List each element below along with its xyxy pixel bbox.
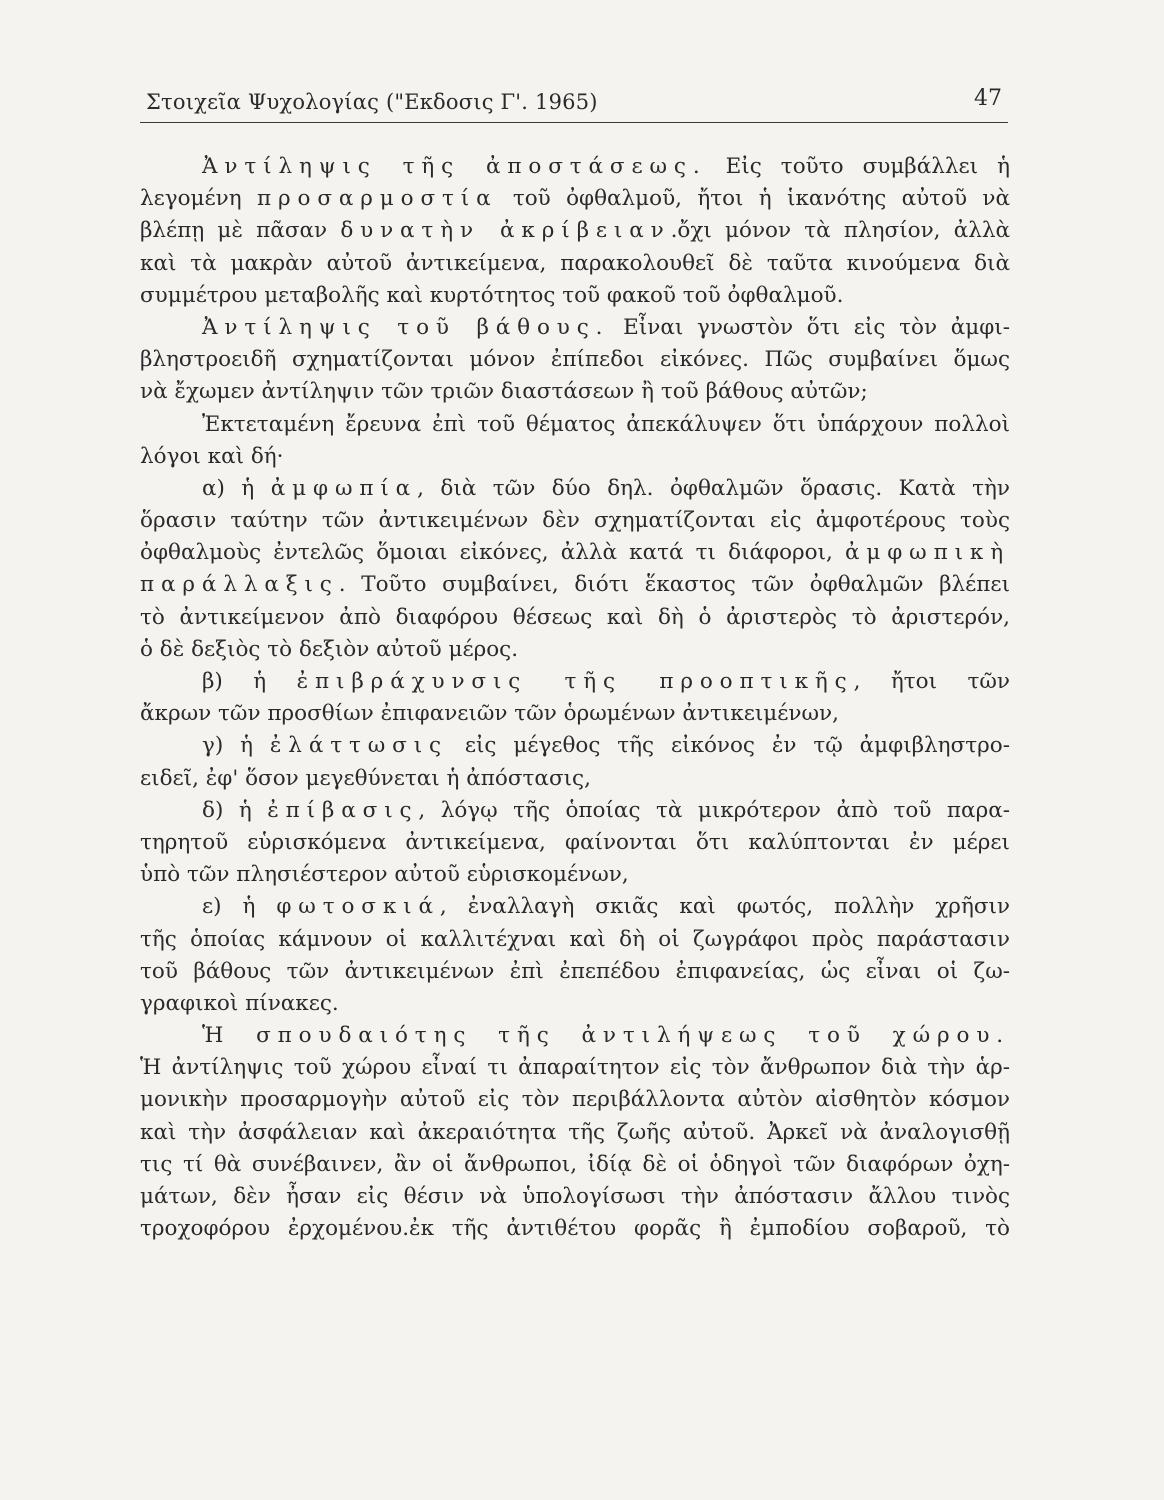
line-text: τροχοφόρου ἐρχομένου.ἐκ τῆς ἀντιθέτου φορᾶς ἢ ἐμποδίου σοβαροῦ, τὸ bbox=[140, 1216, 1010, 1242]
line-text: Εἰς τοῦτο συμβάλλει ἡ bbox=[706, 154, 1010, 179]
line-text: εἰς μέγεθος τῆς εἰκόνος ἐν τῷ ἀμφιβληστρο- bbox=[447, 733, 1010, 759]
line-text: καὶ τὰ μακρὰν αὐτοῦ ἀντικείμενα, παρακολουθεῖ δὲ ταῦτα κινούμενα διὰ bbox=[140, 250, 1010, 276]
text-line bbox=[140, 280, 1010, 312]
line-text: .ὄχι μόνον τὰ πλησίον, ἀλλὰ bbox=[670, 218, 1010, 244]
line-text: ὁ δὲ δεξιὸς τὸ δεξιὸν αὐτοῦ μέρος. bbox=[140, 636, 519, 662]
line-text: τηρητοῦ εὑρισκόμενα ἀντικείμενα, φαίνονται ὅτι καλύπτονται ἐν μέρει bbox=[140, 829, 1010, 855]
text-line bbox=[140, 698, 1010, 730]
text-line bbox=[140, 602, 1010, 634]
line-text: Ἐκτεταμένη ἔρευνα ἐπὶ τοῦ θέματος ἀπεκάλυψεν ὅτι ὑπάρχουν πολλοὶ bbox=[202, 411, 1010, 437]
line-text: ὑπὸ τῶν πλησιέστερον αὐτοῦ εὑρισκομένων, bbox=[140, 862, 629, 888]
spaced-emphasis: Ἀντίληψις τοῦ βάθους. bbox=[202, 314, 610, 340]
text-line bbox=[140, 151, 1010, 183]
line-text: ἄκρων τῶν προσθίων ἐπιφανειῶν τῶν ὁρωμένων ἀντικειμένων, bbox=[140, 701, 839, 727]
line-text: . Τοῦτο συμβαίνει, διότι ἕκαστος τῶν ὀφθαλμῶν βλέπει bbox=[338, 572, 1010, 598]
line-text: ὀφθαλμοὺς ἐντελῶς ὅμοιαι εἰκόνες, ἀλλὰ κατά τι διάφοροι, bbox=[140, 540, 845, 566]
line-text: βληστροειδῆ σχηματίζονται μόνον ἐπίπεδοι εἰκόνες. Πῶς συμβαίνει ὅμως bbox=[140, 347, 1010, 373]
text-line bbox=[140, 505, 1010, 537]
text-line bbox=[140, 859, 1010, 891]
text-line bbox=[140, 924, 1010, 956]
line-text: τοῦ βάθους τῶν ἀντικειμένων ἐπὶ ἐπεπέδου ἐπιφανείας, ὡς εἶναι οἱ ζω- bbox=[140, 958, 1010, 984]
text-line bbox=[140, 473, 1010, 505]
text-line bbox=[140, 183, 1010, 215]
text-line bbox=[140, 1052, 1010, 1084]
line-text: συμμέτρου μεταβολῆς καὶ κυρτότητος τοῦ φακοῦ τοῦ ὀφθαλμοῦ. bbox=[140, 282, 844, 308]
text-line bbox=[140, 1213, 1010, 1245]
text-line bbox=[140, 1117, 1010, 1149]
text-line bbox=[140, 634, 1010, 666]
line-text: βλέπῃ μὲ πᾶσαν bbox=[140, 218, 341, 244]
page-header bbox=[140, 86, 1008, 123]
text-line bbox=[140, 1181, 1010, 1213]
text-line bbox=[140, 1084, 1010, 1116]
line-text: νὰ ἔχωμεν ἀντίληψιν τῶν τριῶν διαστάσεων ἢ τοῦ βάθους αὐτῶν; bbox=[140, 379, 868, 405]
text-line bbox=[140, 344, 1010, 376]
text-line bbox=[140, 376, 1010, 408]
text-line bbox=[140, 409, 1010, 441]
spaced-emphasis: ἐλάττωσις bbox=[269, 733, 448, 759]
line-text: γραφικοὶ πίνακες. bbox=[140, 990, 339, 1016]
text-line bbox=[140, 537, 1010, 569]
line-text: ειδεῖ, ἐφ' ὅσον μεγεθύνεται ἡ ἀπόστασις, bbox=[140, 765, 591, 791]
text-line bbox=[140, 891, 1010, 923]
text-line bbox=[140, 569, 1010, 601]
body-text bbox=[140, 151, 1010, 1245]
text-line bbox=[140, 248, 1010, 280]
text-line bbox=[140, 763, 1010, 795]
line-text: τὸ ἀντικείμενον ἀπὸ διαφόρου θέσεως καὶ δὴ ὁ ἀριστερὸς τὸ ἀριστερόν, bbox=[140, 604, 1010, 630]
line-text: καὶ τὴν ἀσφάλειαν καὶ ἀκεραιότητα τῆς ζωῆς αὐτοῦ. Ἀρκεῖ νὰ ἀναλογισθῇ bbox=[140, 1119, 1010, 1145]
text-line bbox=[140, 730, 1010, 762]
line-text: , λόγῳ τῆς ὁποίας τὰ μικρότερον ἀπὸ τοῦ παρα- bbox=[418, 797, 1010, 823]
page-number: 47 bbox=[974, 86, 1002, 111]
text-line bbox=[140, 312, 1010, 344]
line-text: , διὰ τῶν δύο δηλ. ὀφθαλμῶν ὅρασις. Κατὰ τὴν bbox=[417, 475, 1010, 501]
line-text: λόγοι καὶ δή· bbox=[140, 443, 284, 469]
line-text: τις τί θὰ συνέβαινεν, ἂν οἱ ἄνθρωποι, ἰδίᾳ δὲ οἱ ὁδηγοὶ τῶν διαφόρων ὀχη- bbox=[140, 1151, 1010, 1177]
line-text: τοῦ ὀφθαλμοῦ, ἤτοι ἡ ἱκανότης αὐτοῦ νὰ bbox=[497, 186, 1010, 212]
text-line bbox=[140, 827, 1010, 859]
spaced-emphasis: φωτοσκιά bbox=[276, 894, 440, 920]
spaced-emphasis: ἐπίβασις bbox=[267, 797, 419, 823]
spaced-emphasis: προσαρμοστία bbox=[256, 186, 498, 212]
spaced-emphasis: Ἀντίληψις τῆς ἀποστάσεως. bbox=[202, 154, 707, 179]
line-text: , ἤτοι τῶν bbox=[853, 669, 1010, 694]
line-text: , ἐναλλαγὴ σκιᾶς καὶ φωτός, πολλὴν χρῆσιν bbox=[439, 894, 1010, 920]
spaced-emphasis: ἐπιβράχυνσις τῆς προοπτικῆς bbox=[296, 669, 854, 694]
line-text: Ἡ ἀντίληψις τοῦ χώρου εἶναί τι ἀπαραίτητον εἰς τὸν ἄνθρωπον διὰ τὴν ἁρ- bbox=[140, 1055, 1010, 1081]
line-text: α) ἡ bbox=[202, 475, 271, 501]
text-line bbox=[140, 988, 1010, 1020]
line-text: ε) ἡ bbox=[202, 894, 277, 920]
line-text: β) ἡ bbox=[202, 669, 297, 694]
text-line bbox=[140, 795, 1010, 827]
text-line bbox=[140, 956, 1010, 988]
spaced-emphasis: Ἡ σπουδαιότης τῆς ἀντιλήψεως τοῦ χώρου. bbox=[202, 1023, 1010, 1049]
text-line bbox=[140, 1149, 1010, 1181]
spaced-emphasis: παράλλαξις bbox=[140, 572, 339, 598]
line-text: Εἶναι γνωστὸν ὅτι εἰς τὸν ἀμφι- bbox=[609, 314, 1010, 340]
line-text: δ) ἡ bbox=[202, 797, 268, 823]
spaced-emphasis: δυνατὴν ἀκρίβειαν bbox=[340, 218, 671, 244]
line-text: ὅρασιν ταύτην τῶν ἀντικειμένων δὲν σχηματίζονται εἰς ἀμφοτέρους τοὺς bbox=[140, 508, 1010, 534]
text-line bbox=[140, 441, 1010, 473]
line-text: μονικὴν προσαρμογὴν αὐτοῦ εἰς τὸν περιβάλλοντα αὐτὸν αἰσθητὸν κόσμον bbox=[140, 1087, 1010, 1113]
spaced-emphasis: ἀμφωπικὴ bbox=[845, 540, 1010, 566]
running-title: Στοιχεῖα Ψυχολογίας ("Εκδοσις Γ'. 1965) bbox=[146, 90, 598, 114]
line-text: γ) ἡ bbox=[202, 733, 270, 759]
text-line bbox=[140, 666, 1010, 698]
spaced-emphasis: ἀμφωπία bbox=[270, 475, 418, 501]
text-line bbox=[140, 1020, 1010, 1052]
line-text: τῆς ὁποίας κάμνουν οἱ καλλιτέχναι καὶ δὴ οἱ ζωγράφοι πρὸς παράστασιν bbox=[140, 926, 1010, 952]
text-line bbox=[140, 215, 1010, 247]
line-text: λεγομένη bbox=[140, 186, 257, 212]
line-text: μάτων, δὲν ἦσαν εἰς θέσιν νὰ ὑπολογίσωσι τὴν ἀπόστασιν ἄλλου τινὸς bbox=[140, 1184, 1010, 1209]
